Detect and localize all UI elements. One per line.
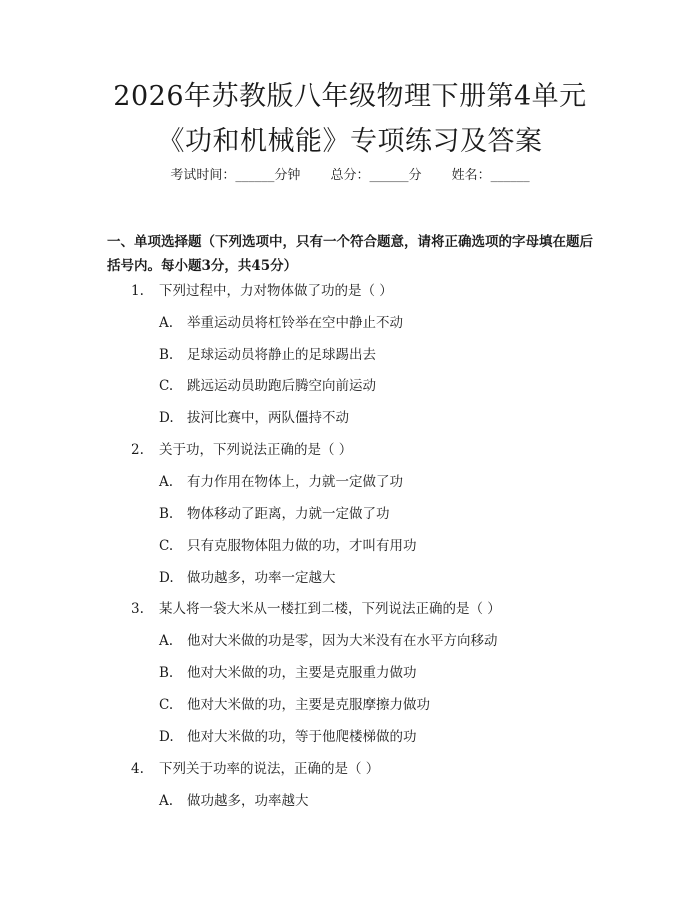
question-text: 关于功，下列说法正确的是（ ） xyxy=(159,442,353,458)
option-label: A. xyxy=(159,315,174,331)
option-label: A. xyxy=(159,793,174,809)
exam-time-field: 考试时间：______分钟 xyxy=(170,168,301,183)
name-field: 姓名：______ xyxy=(451,168,530,183)
option-label: D. xyxy=(159,410,174,426)
question-text: 下列过程中，力对物体做了功的是（ ） xyxy=(159,283,393,299)
option-text: 有力作用在物体上，力就一定做了功 xyxy=(187,474,403,490)
option-text: 足球运动员将静止的足球踢出去 xyxy=(187,347,376,363)
option-label: D. xyxy=(159,729,174,745)
option-text: 他对大米做的功，主要是克服摩擦力做功 xyxy=(187,697,430,713)
option-text: 做功越多，功率一定越大 xyxy=(187,570,336,586)
option-text: 做功越多，功率越大 xyxy=(187,793,309,809)
total-score-blank[interactable]: ______ xyxy=(369,168,409,183)
option-text: 拔河比赛中，两队僵持不动 xyxy=(187,410,349,426)
question-number: 4. xyxy=(131,761,144,777)
option-text: 只有克服物体阻力做的功，才叫有用功 xyxy=(187,538,417,554)
name-blank[interactable]: ______ xyxy=(490,168,530,183)
option-text: 他对大米做的功，等于他爬楼梯做的功 xyxy=(187,729,417,745)
option-text: 物体移动了距离，力就一定做了功 xyxy=(187,506,390,522)
option-label: C. xyxy=(159,378,174,394)
question-number: 1. xyxy=(131,283,144,299)
option-label: B. xyxy=(159,347,174,363)
document-title: 2026年苏教版八年级物理下册第4单元《功和机械能》专项练习及答案 xyxy=(113,81,587,157)
option-label: D. xyxy=(159,570,174,586)
option-label: A. xyxy=(159,474,174,490)
exam-time-blank[interactable]: ______ xyxy=(235,168,275,183)
option-text: 他对大米做的功，主要是克服重力做功 xyxy=(187,665,417,681)
option-label: B. xyxy=(159,506,174,522)
option-label: C. xyxy=(159,697,174,713)
question-text: 下列关于功率的说法，正确的是（ ） xyxy=(159,761,380,777)
option-text: 跳远运动员助跑后腾空向前运动 xyxy=(187,378,376,394)
total-score-field: 总分：______分 xyxy=(330,168,422,183)
exam-info-line xyxy=(0,166,700,186)
option-label: A. xyxy=(159,633,174,649)
option-text: 他对大米做的功是零，因为大米没有在水平方向移动 xyxy=(187,633,498,649)
question-number: 2. xyxy=(131,442,144,458)
section-heading: 一、单项选择题（下列选项中，只有一个符合题意，请将正确选项的字母填在题后括号内。每小题3分，共45分） xyxy=(107,234,593,274)
option-text: 举重运动员将杠铃举在空中静止不动 xyxy=(187,315,403,331)
option-label: C. xyxy=(159,538,174,554)
question-number: 3. xyxy=(131,601,144,617)
question-text: 某人将一袋大米从一楼扛到二楼，下列说法正确的是（ ） xyxy=(159,601,501,617)
option-label: B. xyxy=(159,665,174,681)
